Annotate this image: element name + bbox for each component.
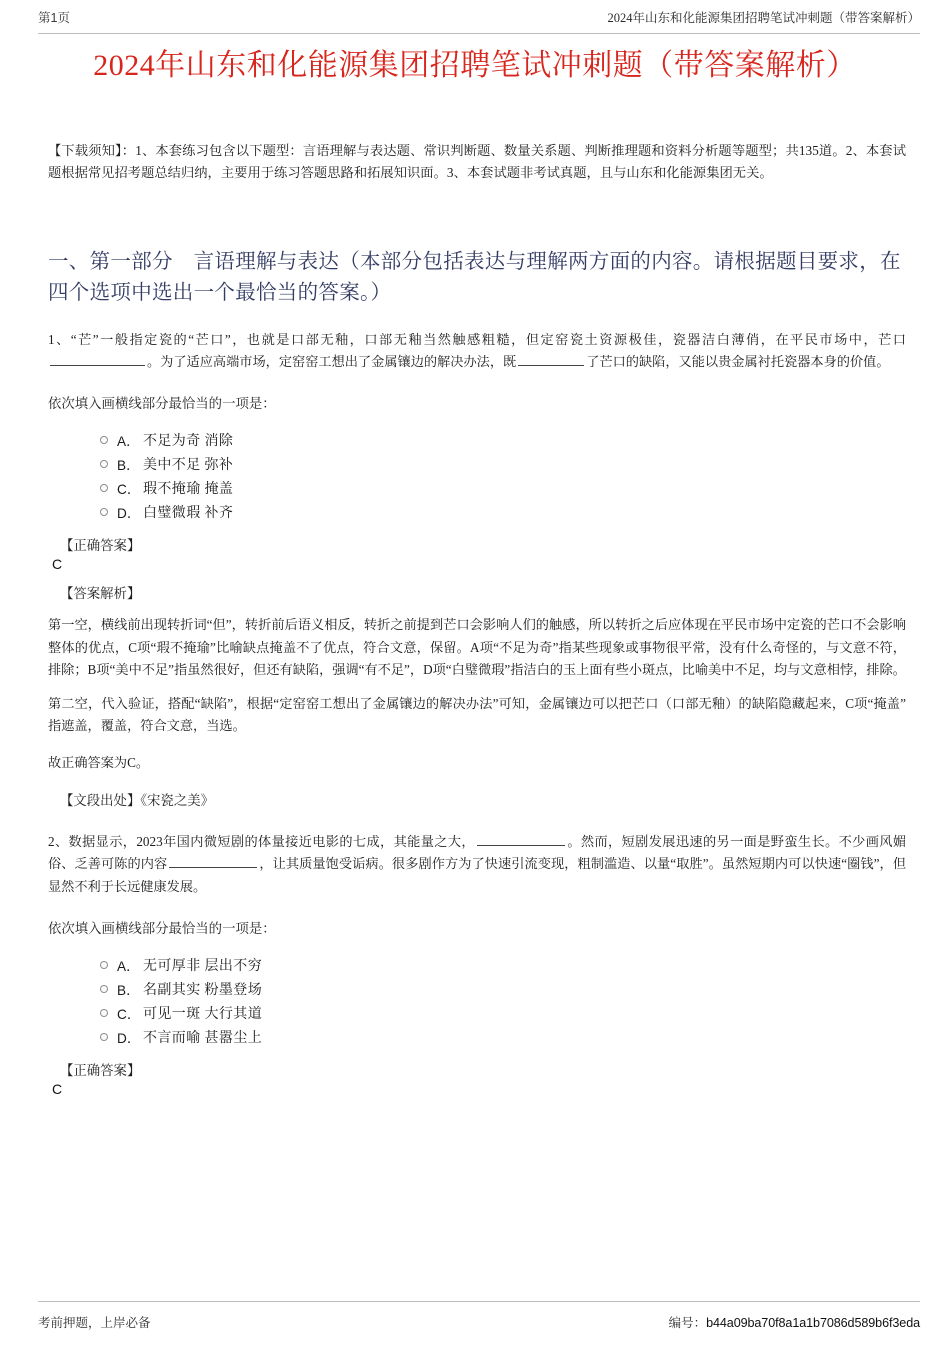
option-letter: C． bbox=[117, 481, 141, 497]
running-header-title: 2024年山东和化能源集团招聘笔试冲刺题（带答案解析） bbox=[607, 11, 920, 25]
question-1-stem-part-3: 了芒口的缺陷，又能以贵金属衬托瓷器本身的价值。 bbox=[586, 353, 890, 369]
option-text: 美中不足 弥补 bbox=[143, 457, 234, 473]
option-d[interactable] bbox=[100, 1025, 906, 1048]
radio-button-icon[interactable] bbox=[100, 1009, 108, 1017]
option-b[interactable] bbox=[100, 452, 906, 475]
footer-code-value: b44a09ba70f8a1a1b7086d589b6f3eda bbox=[706, 1316, 920, 1330]
option-text: 无可厚非 层出不穷 bbox=[143, 958, 263, 974]
question-1 bbox=[48, 329, 906, 810]
footer-code-label: 编号： bbox=[668, 1316, 707, 1330]
page-number-label: 第1页 bbox=[38, 11, 70, 25]
question-1-source bbox=[60, 790, 906, 809]
question-1-stem-part-1: “芒”一般指定瓷的“芒口”，也就是口部无釉，口部无釉当然触感粗糙，但定窑瓷土资源极佳，瓷器洁白薄俏，在平民市场中，芒口 bbox=[70, 331, 906, 347]
question-1-explanation-2: 第二空，代入验证，搭配“缺陷”，根据“定窑窑工想出了金属镶边的解决办法”可知，金属镶边可以把芒口（口部无釉）的缺陷隐藏起来，C项“掩盖”指遮盖，覆盖，符合文意，当选。 bbox=[48, 695, 906, 734]
option-a[interactable] bbox=[100, 428, 906, 451]
option-text: 瑕不掩瑜 掩盖 bbox=[143, 481, 234, 497]
question-1-explanation-1: 第一空，横线前出现转折词“但”，转折前后语义相反，转折之前提到芒口会影响人们的触感，所以转折之后应体现在平民市场中定瓷的芒口不会影响整体的优点，C项“瑕不掩瑜”比喻缺点掩盖不了优点，符合文意，保留。A项“不足为奇”指某些现象或事物很平常，没有什么奇怪的，与文意不符，排除；B项“美中不足”指虽然很好，但还有缺陷，强调“有不足”，D项“白璧微瑕”指洁白的玉上面有些小斑点，比喻美中不足，均与文意相悖，排除。 bbox=[48, 617, 906, 677]
question-1-options bbox=[100, 428, 906, 523]
blank-underline bbox=[477, 833, 565, 847]
question-1-conclusion: 故正确答案为C。 bbox=[48, 755, 150, 771]
document-body bbox=[48, 140, 906, 1099]
question-1-answer-value: C bbox=[52, 556, 63, 573]
question-2-options bbox=[100, 953, 906, 1048]
page-title: 2024年山东和化能源集团招聘笔试冲刺题（带答案解析） bbox=[93, 49, 857, 82]
footer-slogan: 考前押题，上岸必备 bbox=[38, 1316, 151, 1330]
question-2-prompt: 依次填入画横线部分最恰当的一项是： bbox=[48, 920, 276, 936]
option-a[interactable] bbox=[100, 953, 906, 976]
blank-underline bbox=[518, 352, 584, 366]
question-2-answer-label: 【正确答案】 bbox=[60, 1063, 141, 1079]
option-letter: A． bbox=[117, 433, 140, 449]
question-1-number: 1、 bbox=[48, 331, 71, 347]
option-letter: B． bbox=[117, 457, 140, 473]
radio-button-icon[interactable] bbox=[100, 985, 108, 993]
option-letter: A． bbox=[117, 958, 140, 974]
option-text: 白璧微瑕 补齐 bbox=[143, 505, 234, 521]
question-2-stem-part-2: 。然而，短剧发展迅速的另一面是野蛮生长。不少画风媚俗、乏善可陈的内容 bbox=[48, 834, 907, 872]
question-2-answer-value: C bbox=[52, 1081, 63, 1098]
question-2-stem bbox=[48, 831, 906, 898]
section-heading: 一、第一部分 言语理解与表达（本部分包括表达与理解两方面的内容。请根据题目要求，在四个选项中选出一个最恰当的答案。） bbox=[48, 251, 901, 304]
option-c[interactable] bbox=[100, 1001, 906, 1024]
running-header bbox=[38, 8, 920, 34]
option-d[interactable] bbox=[100, 500, 906, 523]
footer-code bbox=[669, 1313, 920, 1331]
blank-underline bbox=[169, 855, 257, 869]
option-b[interactable] bbox=[100, 977, 906, 1000]
question-2-stem-part-3: ，让其质量饱受诟病。很多剧作方为了快速引流变现，粗制滥造、以量“取胜”。虽然短期内可以快速“圈钱”，但显然不利于长远健康发展。 bbox=[48, 856, 907, 894]
source-label: 【文段出处】 bbox=[60, 793, 141, 809]
question-2-stem-part-1: 数据显示，2023年国内微短剧的体量接近电影的七成，其能量之大， bbox=[68, 834, 475, 850]
blank-underline bbox=[50, 352, 145, 366]
radio-button-icon[interactable] bbox=[100, 508, 108, 516]
option-text: 可见一斑 大行其道 bbox=[143, 1006, 263, 1022]
option-letter: D． bbox=[117, 1030, 141, 1046]
download-notice: 【下载须知】：1、本套练习包含以下题型：言语理解与表达题、常识判断题、数量关系题、判断推理题和资料分析题等题型；共135道。2、本套试题根据常见招考题总结归纳，主要用于练习答题思路和拓展知识面。3、本套试题非考试真题，且与山东和化能源集团无关。 bbox=[48, 143, 906, 180]
question-1-explain-label: 【答案解析】 bbox=[60, 586, 141, 602]
option-letter: B． bbox=[117, 982, 140, 998]
radio-button-icon[interactable] bbox=[100, 460, 108, 468]
question-1-stem-part-2: 。为了适应高端市场，定窑窑工想出了金属镶边的解决办法，既 bbox=[147, 353, 517, 369]
radio-button-icon[interactable] bbox=[100, 484, 108, 492]
radio-button-icon[interactable] bbox=[100, 1033, 108, 1041]
option-text: 名副其实 粉墨登场 bbox=[143, 982, 263, 998]
running-footer bbox=[38, 1301, 920, 1331]
question-2-number: 2、 bbox=[48, 834, 69, 850]
option-text: 不言而喻 甚嚣尘上 bbox=[143, 1030, 263, 1046]
radio-button-icon[interactable] bbox=[100, 436, 108, 444]
question-1-prompt: 依次填入画横线部分最恰当的一项是： bbox=[48, 395, 276, 411]
source-value: 《宋瓷之美》 bbox=[140, 793, 214, 809]
question-1-stem bbox=[48, 329, 906, 373]
question-1-answer-label: 【正确答案】 bbox=[60, 538, 141, 554]
radio-button-icon[interactable] bbox=[100, 961, 108, 969]
option-text: 不足为奇 消除 bbox=[143, 433, 234, 449]
question-2 bbox=[48, 831, 906, 1099]
option-c[interactable] bbox=[100, 476, 906, 499]
option-letter: C． bbox=[117, 1006, 141, 1022]
option-letter: D． bbox=[117, 505, 141, 521]
